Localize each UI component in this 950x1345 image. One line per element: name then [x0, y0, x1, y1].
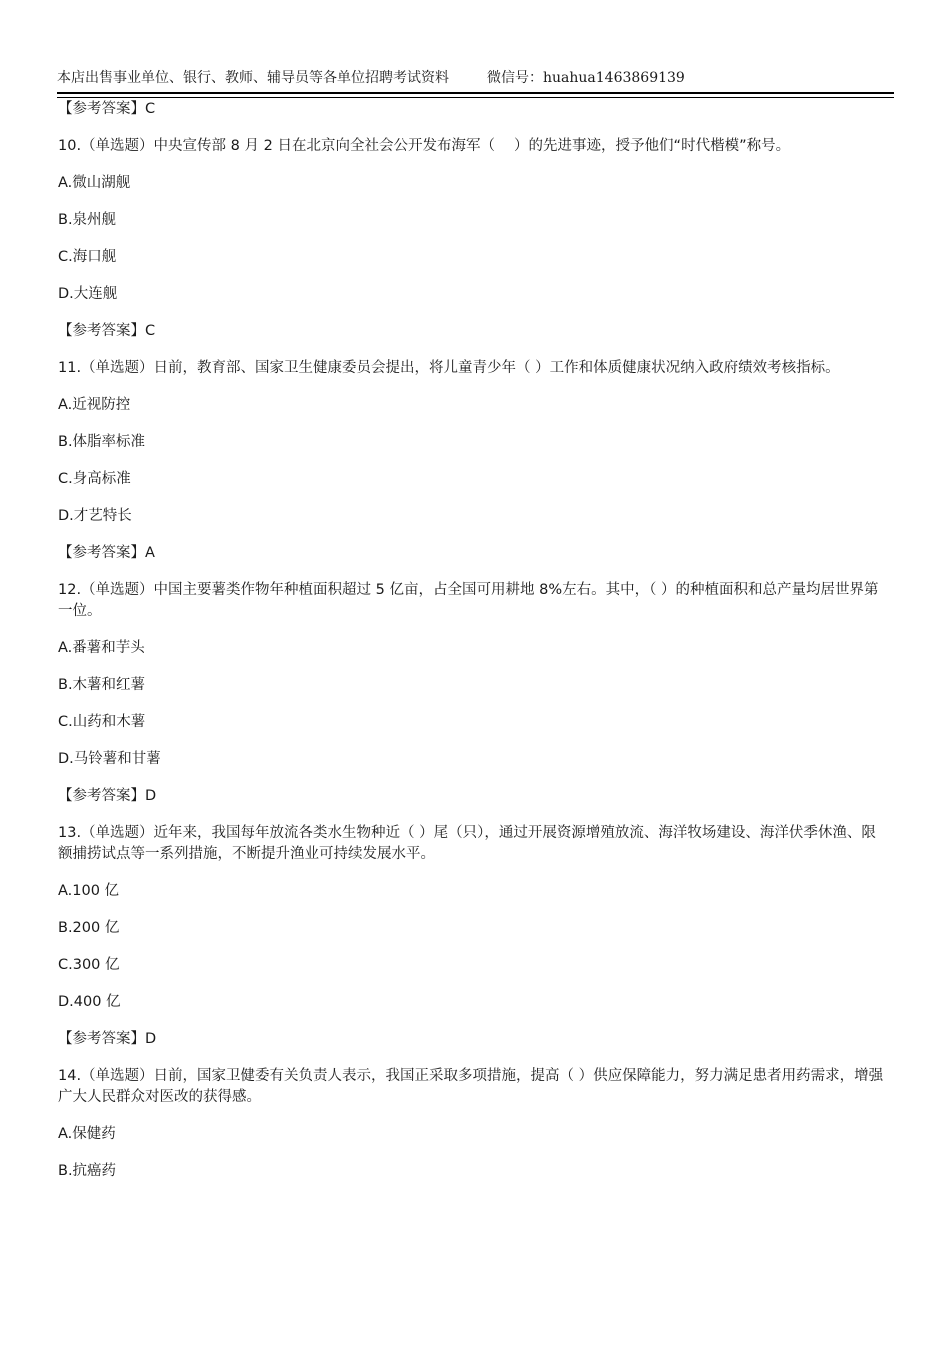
option-12-a: A.番薯和芋头	[58, 640, 145, 656]
option-13-d: D.400 亿	[58, 994, 121, 1010]
option-10-a: A.微山湖舰	[58, 175, 131, 191]
option-12-c: C.山药和木薯	[58, 714, 146, 730]
option-14-b: B.抗癌药	[58, 1163, 117, 1179]
option-11-a: A.近视防控	[58, 397, 131, 413]
question-stem-12: 12.（单选题）中国主要薯类作物年种植面积超过 5 亿亩，占全国可用耕地 8%左右。其中，（ ）的种植面积和总产量均居世界第一位。	[58, 582, 879, 619]
header-rule-thin	[57, 97, 894, 98]
header-rule-thick	[57, 92, 894, 94]
option-10-d: D.大连舰	[58, 286, 118, 302]
option-11-c: C.身高标准	[58, 471, 131, 487]
question-stem-13: 13.（单选题）近年来，我国每年放流各类水生物种近（ ）尾（只），通过开展资源增殖放流、海洋牧场建设、海洋伏季休渔、限额捕捞试点等一系列措施，不断提升渔业可持续发展水平。	[58, 825, 876, 862]
question-stem-14: 14.（单选题）日前，国家卫健委有关负责人表示，我国正采取多项措施，提高（ ）供应保障能力，努力满足患者用药需求，增强广大人民群众对医改的获得感。	[58, 1068, 884, 1105]
option-13-b: B.200 亿	[58, 920, 120, 936]
header-shop-text: 本店出售事业单位、银行、教师、辅导员等各单位招聘考试资料	[57, 70, 449, 86]
question-list	[58, 99, 888, 1182]
question-stem-11: 11.（单选题）日前，教育部、国家卫生健康委员会提出，将儿童青少年（ ）工作和体质健康状况纳入政府绩效考核指标。	[58, 360, 840, 376]
option-10-c: C.海口舰	[58, 249, 117, 265]
option-11-b: B.体脂率标准	[58, 434, 146, 450]
option-12-d: D.马铃薯和甘薯	[58, 751, 161, 767]
header-wechat-id: 微信号：huahua1463869139	[487, 70, 685, 86]
answer-key-11: 【参考答案】A	[58, 545, 155, 561]
option-10-b: B.泉州舰	[58, 212, 117, 228]
option-13-a: A.100 亿	[58, 883, 120, 899]
option-12-b: B.木薯和红薯	[58, 677, 146, 693]
answer-key-13: 【参考答案】D	[58, 1031, 157, 1047]
answer-key-12: 【参考答案】D	[58, 788, 157, 804]
answer-key-prev: 【参考答案】C	[58, 101, 156, 117]
question-stem-10: 10.（单选题）中央宣传部 8 月 2 日在北京向全社会公开发布海军（ ）的先进事迹，授予他们“时代楷模”称号。	[58, 138, 791, 154]
answer-key-10: 【参考答案】C	[58, 323, 156, 339]
option-11-d: D.才艺特长	[58, 508, 132, 524]
option-13-c: C.300 亿	[58, 957, 120, 973]
option-14-a: A.保健药	[58, 1126, 116, 1142]
page-header	[57, 68, 893, 88]
